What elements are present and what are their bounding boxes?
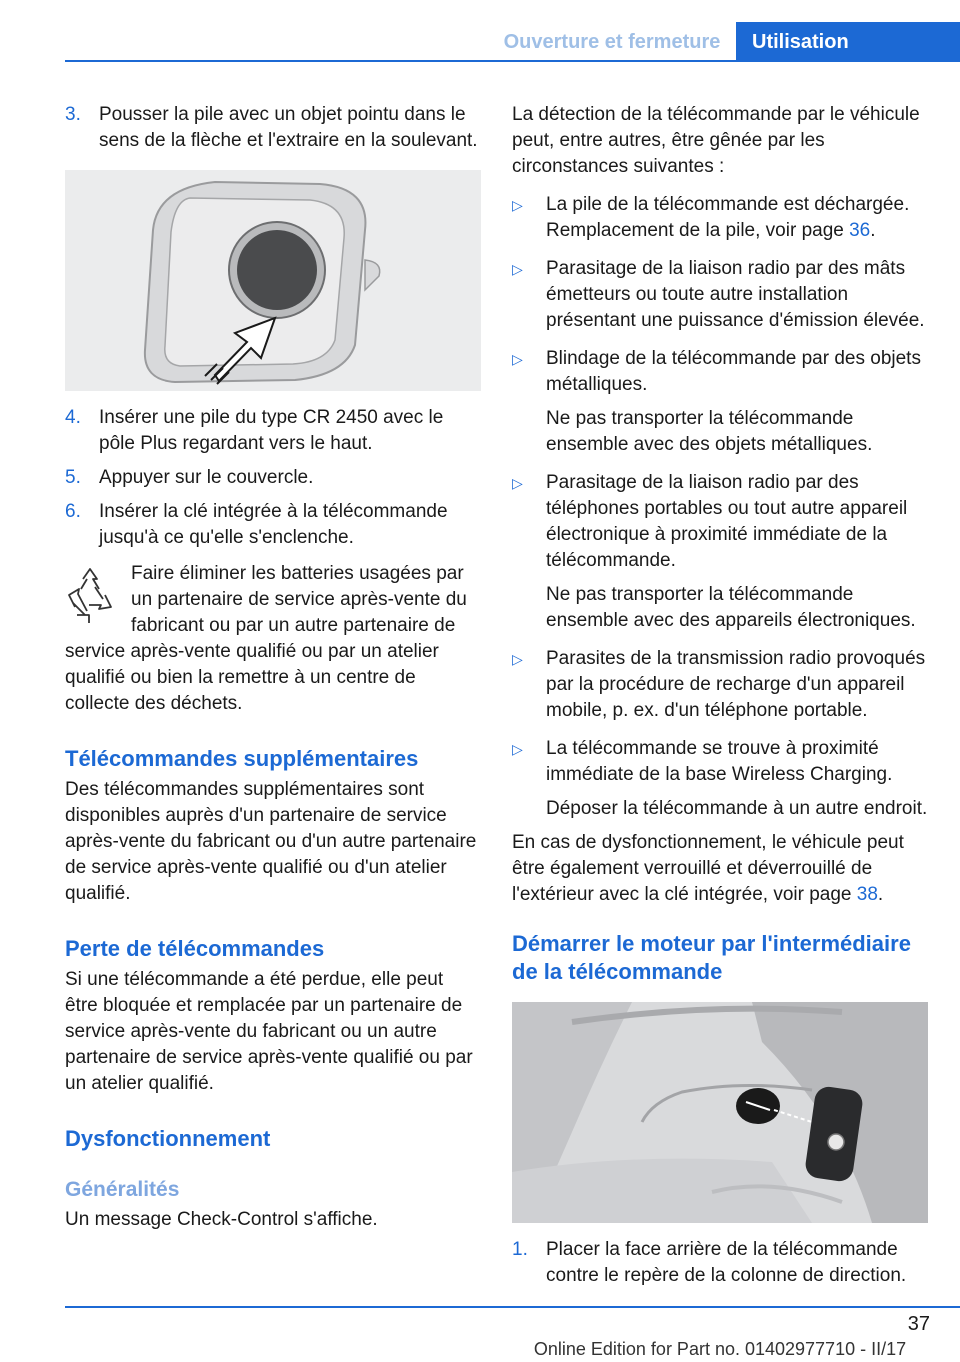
heading-malfunction: Dysfonctionnement [65,1126,271,1151]
step-number: 4. [65,407,81,428]
heading-start-engine: Démarrer le moteur par l'intermédiaire de la télécommande [512,931,911,984]
bullet-triangle-icon: ▷ [512,197,523,213]
paragraph-lost-remotes: Si une télécommande a été perdue, elle peut être bloquée et remplacée par un partenaire de service après-vente du fabricant ou un autre partenaire de service après-vente qualifié ou par un atelier qualifié. [65,969,473,1094]
recycle-note [65,561,481,717]
bullet-text: Blindage de la télécommande par des objets métalliques. [546,348,921,395]
step-text: Insérer une pile du type CR 2450 avec le pôle Plus regardant vers le haut. [99,407,444,454]
step-text: Appuyer sur le couvercle. [99,467,314,488]
chapter-tab[interactable]: Utilisation [736,22,960,62]
steering-column-figure [512,1002,928,1223]
bullet-item [512,256,928,334]
bullet-text: La télécommande se trouve à proximité immédiate de la base Wireless Charging. [546,738,893,785]
step-1 [512,1237,928,1289]
right-column [512,102,928,1297]
key-battery-figure [65,170,481,391]
fault-paragraph [512,830,928,908]
bullet-triangle-icon: ▷ [512,741,523,757]
step-number: 1. [512,1239,528,1260]
fault-text-end: . [877,884,884,905]
bullet-item [512,192,928,244]
edition-footer: Online Edition for Part no. 01402977710 - II/17 [533,1339,907,1359]
bullet-text-end: . [870,220,876,241]
recycle-icon [65,565,115,629]
heading-general: Généralités [65,1178,180,1201]
bullet-subtext: Déposer la télécommande à un autre endroit. [546,798,928,819]
step-number: 3. [65,104,81,125]
footer-rule [65,1306,960,1308]
bullet-text: Parasitage de la liaison radio par des mâts émetteurs ou toute autre installation présentant une puissance d'émission élevée. [546,258,925,331]
bullet-text: Parasitage de la liaison radio par des téléphones portables ou tout autre appareil électronique à proximité immédiate de la télécommande. [546,472,908,571]
page-link-38[interactable]: 38 [856,884,878,905]
bullet-text: Parasites de la transmission radio provoqués par la procédure de recharge d'un appareil mobile, p. ex. d'un téléphone portable. [546,648,926,721]
bullet-triangle-icon: ▷ [512,475,523,491]
left-column [65,102,481,1233]
step-number: 6. [65,501,81,522]
paragraph-general: Un message Check-Control s'affiche. [65,1209,378,1230]
section-tab[interactable]: Ouverture et fermeture [488,22,736,60]
step-4 [65,405,481,457]
heading-lost-remotes: Perte de télécommandes [65,936,325,961]
key-battery-illustration [65,170,481,391]
bullet-triangle-icon: ▷ [512,261,523,277]
bullet-item [512,646,928,724]
header-rule [65,60,960,62]
fault-text: En cas de dysfonctionnement, le véhicule peut être également verrouillé et déverrouillé de l'extérieur avec la clé intégrée, voir page [512,832,904,905]
step-6 [65,499,481,551]
bullet-item [512,736,928,822]
intro-paragraph: La détection de la télécommande par le véhicule peut, entre autres, être gênée par les circonstances suivantes : [512,104,920,177]
bullet-item [512,346,928,458]
bullet-item [512,470,928,634]
page-header [0,0,960,62]
page-number: 37 [907,1313,930,1335]
step-3 [65,102,481,154]
paragraph-extra-remotes: Des télécommandes supplémentaires sont disponibles auprès d'un partenaire de service après-vente du fabricant ou d'un autre partenaire de service après-vente qualifié ou d'un atelier qualifié. [65,779,477,904]
bullet-subtext: Ne pas transporter la télécommande ensemble avec des appareils électroniques. [546,584,916,631]
bullet-triangle-icon: ▷ [512,651,523,667]
heading-extra-remotes: Télécommandes supplémentaires [65,746,419,771]
step-text: Pousser la pile avec un objet pointu dans le sens de la flèche et l'extraire en la soulevant. [99,104,478,151]
step-5 [65,465,481,491]
bullet-text: La pile de la télécommande est déchargée. Remplacement de la pile, voir page [546,194,910,241]
page-link-36[interactable]: 36 [849,220,871,241]
step-text: Insérer la clé intégrée à la télécommande jusqu'à ce qu'elle s'enclenche. [99,501,448,548]
steering-column-illustration [512,1002,928,1223]
step-number: 5. [65,467,81,488]
step-text: Placer la face arrière de la télécommande contre le repère de la colonne de direction. [546,1239,907,1286]
bullet-triangle-icon: ▷ [512,351,523,367]
recycle-text: Faire éliminer les batteries usagées par un partenaire de service après-vente du fabricant ou par un autre partenaire de service après-vente qualifié ou par un atelier qualifié ou bien la remettre à un centre de collecte des déchets. [65,563,467,714]
bullet-subtext: Ne pas transporter la télécommande ensemble avec des objets métalliques. [546,408,873,455]
